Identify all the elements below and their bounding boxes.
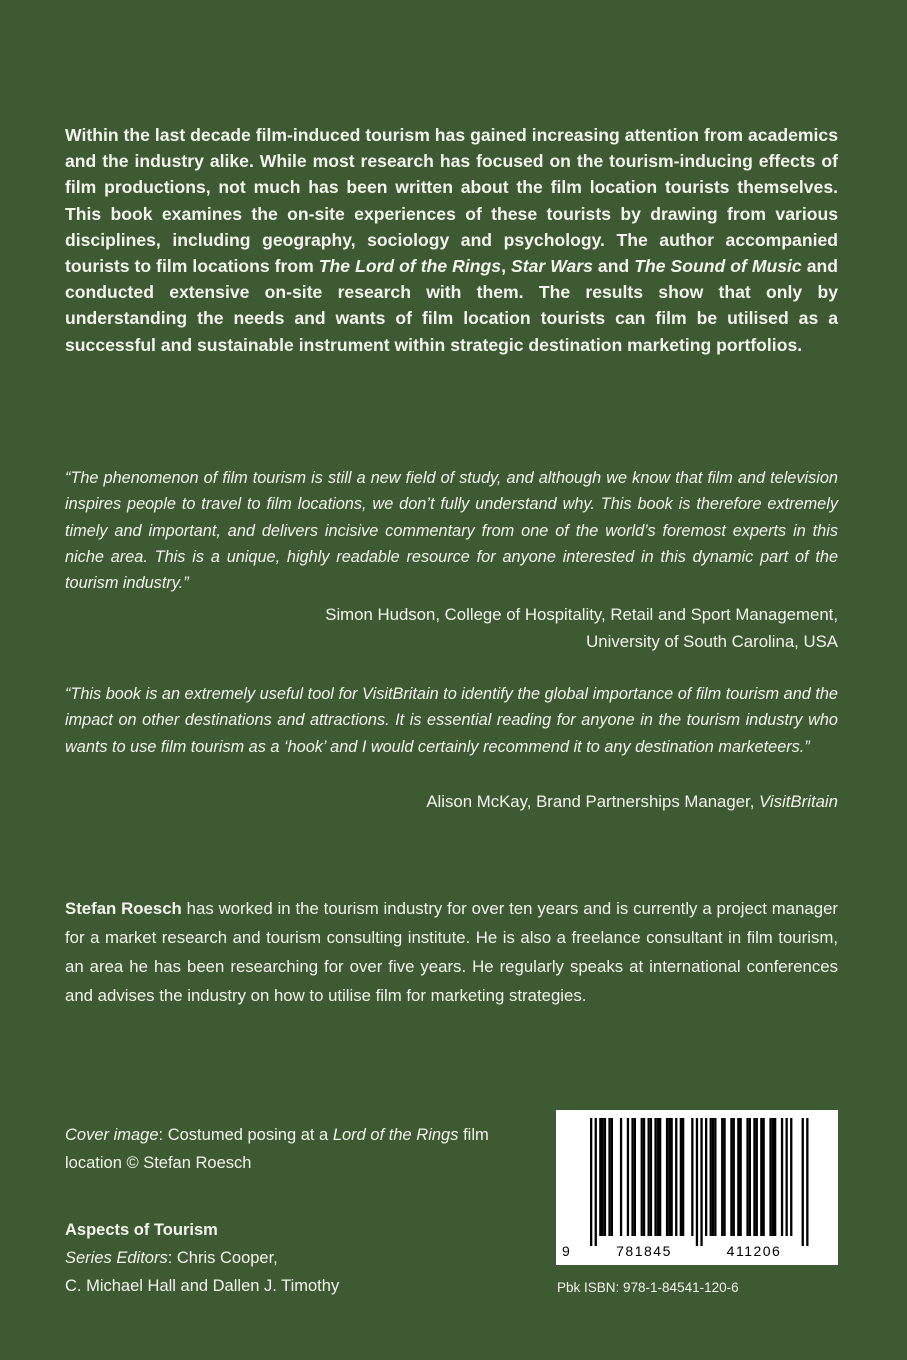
- barcode-bar: [675, 1118, 677, 1236]
- barcode-bar: [753, 1118, 755, 1236]
- series-title: Aspects of Tourism: [65, 1221, 218, 1239]
- attribution-person: Alison McKay, Brand Partnerships Manager,: [426, 792, 760, 811]
- barcode-bar: [599, 1118, 601, 1236]
- barcode-bar: [620, 1118, 622, 1236]
- barcode-digits-right: 411206: [726, 1243, 782, 1259]
- barcode-bar: [746, 1118, 748, 1236]
- barcode-bar: [682, 1118, 684, 1236]
- barcode-bar: [714, 1118, 716, 1236]
- barcode-bar: [740, 1118, 742, 1236]
- endorsement-quote-1: “The phenomenon of film tourism is still a new field of study, and although we know that film and television inspires people to travel to film locations, we don’t fully understand why. This book is therefore extremely timely and important, and delivers incisive commentary from one of the world’s foremost experts in this niche area. This is a unique, highly readable resource for anyone interested in this dynamic part of the tourism industry.”: [65, 469, 838, 593]
- barcode-bar: [654, 1118, 656, 1236]
- series-editors-names: C. Michael Hall and Dallen J. Timothy: [65, 1277, 340, 1295]
- barcode-bar: [721, 1118, 723, 1236]
- attribution-line: [138, 788, 838, 815]
- separator: ,: [501, 256, 511, 277]
- series-editors-names: : Chris Cooper,: [167, 1249, 278, 1267]
- barcode-bar: [737, 1118, 739, 1236]
- barcode-bar: [602, 1118, 604, 1236]
- barcode-bar: [786, 1118, 788, 1236]
- endorsement-attribution-2: [138, 788, 838, 815]
- barcode-bar: [763, 1118, 765, 1236]
- barcode-bar: [772, 1118, 774, 1236]
- barcode-digits-left: 781845: [616, 1243, 672, 1259]
- barcode-bar: [627, 1118, 629, 1236]
- description-part-2: and conducted extensive on-site research with them. The results show that only by understanding the needs and wants of film location tourists can film be utilised as a successful and sustainable instrument within strategic destination marketing portfolios.: [65, 256, 839, 355]
- cover-image-credit: [65, 1121, 505, 1177]
- barcode-guard-bar: [700, 1118, 702, 1246]
- series-info: [65, 1216, 505, 1300]
- barcode-digit-first: 9: [562, 1243, 570, 1259]
- barcode-guard-bar: [595, 1118, 597, 1246]
- film-title-lotr: The Lord of the Rings: [318, 256, 502, 277]
- barcode-bar: [769, 1118, 771, 1236]
- barcode-bar: [611, 1118, 613, 1236]
- cover-credit-text: : Costumed posing at a: [158, 1126, 333, 1144]
- attribution-org: VisitBritain: [759, 792, 838, 811]
- cover-credit-text: film location © Stefan Roesch: [65, 1126, 489, 1172]
- cover-credit-label: Cover image: [65, 1126, 159, 1144]
- barcode-bars: [556, 1110, 838, 1265]
- barcode-bar: [604, 1118, 606, 1236]
- barcode-bar: [671, 1118, 673, 1236]
- barcode-bar: [756, 1118, 758, 1236]
- barcode-bar: [749, 1118, 751, 1236]
- endorsement-attribution-1: [138, 601, 838, 655]
- author-name: Stefan Roesch: [65, 899, 182, 918]
- series-editors: [65, 1244, 505, 1272]
- barcode-bar: [712, 1118, 714, 1236]
- author-bio: [65, 894, 838, 1010]
- barcode-bar: [608, 1118, 610, 1236]
- separator: and: [592, 256, 635, 277]
- barcode-bar: [648, 1118, 650, 1236]
- endorsement-quote-2: “This book is an extremely useful tool for VisitBritain to identify the global importance of film tourism and the impact on other destinations and attractions. It is essential reading for anyone in the tourism industry who wants to use film tourism as a ‘hook’ and I would certainly recommend it to any destination marketeers.”: [65, 685, 838, 756]
- barcode-bar: [634, 1118, 636, 1236]
- barcode-bar: [668, 1118, 670, 1236]
- barcode-bar: [790, 1118, 792, 1236]
- barcode-bar: [631, 1118, 633, 1236]
- barcode-bar: [710, 1118, 712, 1236]
- barcode-bar: [641, 1118, 643, 1236]
- isbn-barcode: [556, 1110, 838, 1265]
- barcode-bar: [666, 1118, 668, 1236]
- barcode-bar: [774, 1118, 776, 1236]
- barcode-bar: [733, 1118, 735, 1236]
- barcode-bar: [705, 1118, 707, 1236]
- barcode-bar: [643, 1118, 645, 1236]
- barcode-guard-bar: [802, 1118, 804, 1246]
- description-part-1: Within the last decade film-induced tourism has gained increasing attention from academics and the industry alike. While most research has focused on the tourism-inducing effects of film productions, not much has been written about the film location tourists themselves. This book examines the on-site experiences of these tourists by drawing from various disciplines, including geography, sociology and psychology. The author accompanied tourists to film locations from: [65, 125, 838, 277]
- barcode-bar: [723, 1118, 725, 1236]
- barcode-guard-bar: [806, 1118, 808, 1246]
- barcode-bar: [650, 1118, 652, 1236]
- series-editors-label: Series Editors: [65, 1249, 168, 1267]
- barcode-bar: [691, 1118, 693, 1236]
- isbn-label: Pbk ISBN: 978-1-84541-120-6: [557, 1280, 739, 1295]
- barcode-bar: [680, 1118, 682, 1236]
- barcode-bar: [657, 1118, 659, 1236]
- barcode-bar: [760, 1118, 762, 1236]
- barcode-guard-bar: [590, 1118, 592, 1246]
- barcode-guard-bar: [696, 1118, 698, 1246]
- film-title-star-wars: Star Wars: [510, 256, 593, 277]
- attribution-line: Simon Hudson, College of Hospitality, Retail and Sport Management,: [325, 605, 838, 624]
- cover-credit-film: Lord of the Rings: [332, 1126, 459, 1144]
- book-description: [65, 122, 838, 358]
- attribution-line: University of South Carolina, USA: [586, 632, 838, 651]
- barcode-bar: [659, 1118, 661, 1236]
- barcode-bar: [730, 1118, 732, 1236]
- author-bio-text: has worked in the tourism industry for over ten years and is currently a project manager for a market research and tourism consulting institute. He is also a freelance consultant in film tourism, an area he has been researching for over five years. He regularly speaks at international conferences and advises the industry on how to utilise film for marketing strategies.: [65, 899, 838, 1005]
- film-title-sound-of-music: The Sound of Music: [634, 256, 802, 277]
- barcode-bar: [781, 1118, 783, 1236]
